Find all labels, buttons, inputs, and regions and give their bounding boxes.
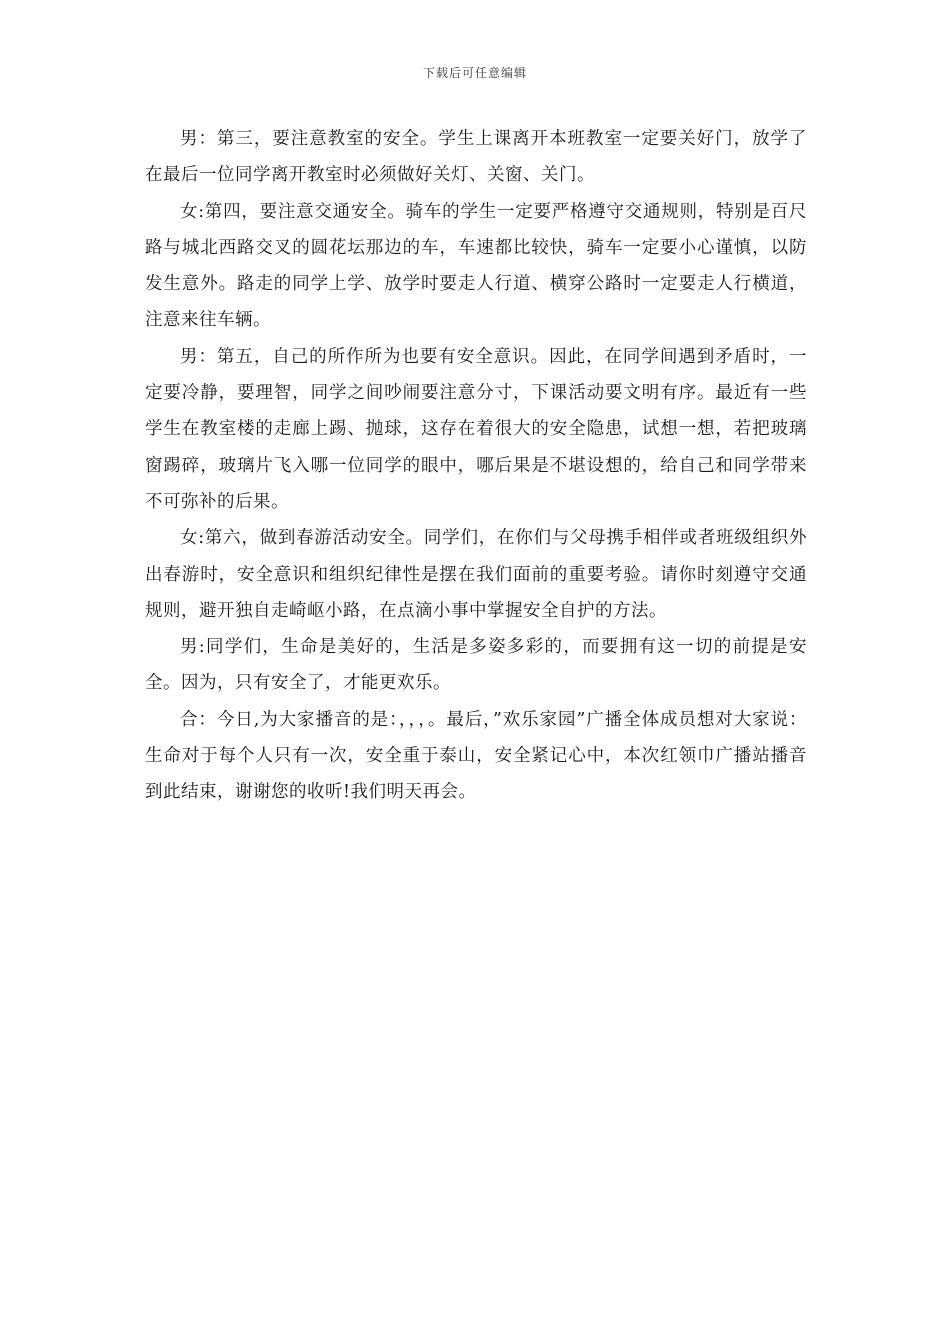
document-body [145,121,807,811]
paragraph-third-point: 男：第三，要注意教室的安全。学生上课离开本班教室一定要关好门，放学了在最后一位同学离开教室时必须做好关灯、关窗、关门。 [145,129,807,186]
paragraph-life-safety: 男:同学们，生命是美好的，生活是多姿多彩的，而要拥有这一切的前提是安全。因为，只有安全了，才能更欢乐。 [145,637,807,694]
page-header: 下载后可任意编辑 [422,66,527,80]
paragraph-fifth-point: 男：第五，自己的所作所为也要有安全意识。因此，在同学间遇到矛盾时，一定要冷静，要理智，同学之间吵闹要注意分寸，下课活动要文明有序。最近有一些学生在教室楼的走廊上踢、抛球，这存在着很大的安全隐患，试想一想，若把玻璃窗踢碎，玻璃片飞入哪一位同学的眼中，哪后果是不堪设想的，给自己和同学带来不可弥补的后果。 [145,346,807,512]
paragraph-fourth-point: 女:第四，要注意交通安全。骑车的学生一定要严格遵守交通规则，特别是百尺路与城北西路交叉的圆花坛那边的车，车速都比较快，骑车一定要小心谨慎，以防发生意外。路走的同学上学、放学时要走人行道、横穿公路时一定要走人行横道，注意来往车辆。 [145,201,807,331]
paragraph-closing: 合：今日,为大家播音的是：，，，。最后，”欢乐家园”广播全体成员想对大家说：生命对于每个人只有一次，安全重于泰山，安全紧记心中，本次红领巾广播站播音到此结束，谢谢您的收听!我们明天再会。 [145,709,807,803]
paragraph-sixth-point: 女:第六，做到春游活动安全。同学们，在你们与父母携手相伴或者班级组织外出春游时，安全意识和组织纪律性是摆在我们面前的重要考验。请你时刻遵守交通规则，避开独自走崎岖小路，在点滴小事中掌握安全自护的方法。 [145,528,807,621]
